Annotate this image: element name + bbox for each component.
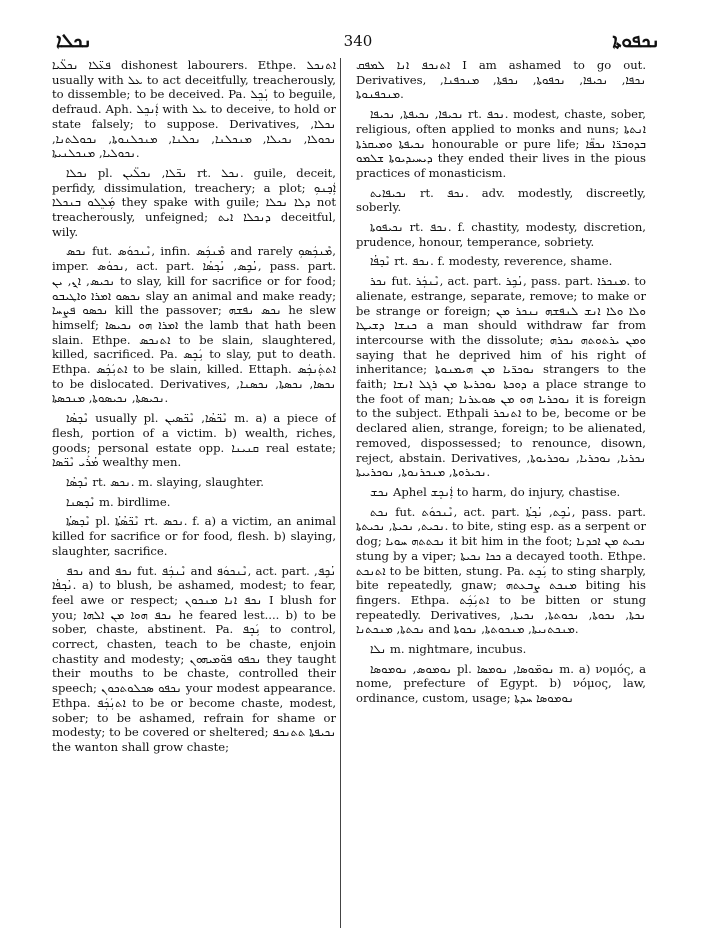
entry: ܢܟܬ fut. ܢܶܢܟܘܿܬ, act. part. ܢܳܟܹܬ, ܢܳܟ݂ܬܳܐ, pass. part. ܢܟܝܬ, ܢܟܝܬܐ, ܢܟܝܬܬܐ. to bite, sting esp. as a serpent or dog; ܢܟܬܬܗ ܚܘܝܐ it bit him in the foot; ܢܟܝܬ ܡܢ ܐܟܕܢܐ stung by a viper; ܟܟܐ ܢܟܝܬܐ a decayed tooth. Ethpe. ܐܬܢܟܬ to be bitten, stung. Pa. ܢܲܟܸܬ to sting sharply, bite repeatedly, gnaw; ܡܢܟܬ ܨܒܥܬܗ biting his fingers. Ethpa. ܐܬܢܲܟܲܬ to be bitten or stung repeatedly. Derivatives, ܢܟܬܐ, ܢܟܘܬܐ, ܢܟܘܬܬܐ, ܢܟܝܬܐ, ܢܟܬܬܐ, ܡܢܟܬܢܐ and ܡܢܟܬܢܝܬܐ, ܡܢܟܘܬܬܐ, ܢܟܘܬܐ. <box>356 504 646 637</box>
left-running-headword: ܢܟܠܐ <box>56 30 92 52</box>
entry: ܢܟܫ Aphel ܐܲܢܟܸܫ to harm, do injury, chastise. <box>370 484 621 499</box>
right-running-headword: ܢܟܦܘܬܐ <box>612 30 660 52</box>
entry: ܢܶܟ̣ܣܳܐ rt. ܢܟܣ. m. slaying, slaughter. <box>66 474 264 489</box>
page-number: 340 <box>343 32 373 50</box>
entry: ܢܟܝܦܘܬܐ rt. ܢܟܦ. f. chastity, modesty, discretion, prudence, honour, temperance, sobriety. <box>356 220 646 249</box>
entry: ܢܟܠܐ pl. ܢܟ̈ܠܐ, ܢܟܠ̈ܝܢ rt. ܢܟܠ. guile, deceit, perfidy, dissimulation, treachery; a plot; ܐܲܟ̣ܢܘܼ ܡܲܠܸܠܘ ܒܢܟܠܐ they spake with guile; ܕܠܐ ܢܟܠܐ not treacherously, unfeigned; ܕܢܟܠܐ ܐܝܬ deceitful, wily. <box>52 165 336 239</box>
entry: ܢܶܟ̣ܣܢܐ m. birdlime. <box>66 494 171 509</box>
entry: ܢܶܟ̣ܣܬܳܐ pl. ܢܶܟ̈ܣܳܬܳܐ rt. ܢܟܣ. f. a) a victim, an animal killed for sacrifice or for food, flesh. b) slaying, slaughter, sacrifice. <box>52 514 336 558</box>
entry: ܢܟܝܦܐ, ܢܟܝܦܬܐ, ܢܟܝܦܐ rt. ܢܟܦ. modest, chaste, sober, religious, often applied to monks and nuns; ܐܢܬܬܐ ܢܟܝܦܬܐ ܘܡܝܩܪܬܐ honourable or pure life; ܒܕܘܒܪ̈ܐ ܢܟܦ̈ܐ ܕܝܚܝܕܝܘܬܐ ܫܠܡܘ they ended their lives in the pious practices of monasticism. <box>356 107 646 180</box>
column-divider <box>340 58 341 928</box>
entry: ܦܥ̈ܠܐ ܢܟܠ̈ܝܐ dishonest labourers. Ethpe. ܐܬܢܟܠ usually with ܥܠ to act deceitfully, treacherously, to dissemble; to be deceived. Pa. ܢܲܟܸܠ to beguile, defraud. Aph. ܐܲܢܟܸܠ with ܥܠ to deceive, to hold or state falsely; to suppose. Derivatives, ܢܟܠܐ, ܢܟܘܠܐ, ܢܟܝܠܐ, ܡܢܟܠܢܐ, ܢܟܠܢܐ, ܡܢܟܠܢܘܬܐ, ܢܟܘܠܬܢܐ, ܢܟܘܠܝܐ, ܡܢܟܠܢܝܬܐ. <box>52 58 336 161</box>
right-column <box>356 58 646 936</box>
entry: ܢܠܐ m. nightmare, incubus. <box>370 642 527 657</box>
entry: ܢܶܟ̣ܣܳܐ usually pl. ܢܶܟ̈ܣܳܐ, ܢܶܟ̈ܣܝܢ m. a) a piece of flesh, portion of a victim. b) wealth, riches, goods; personal estate opp. ܩܢܝܢܐ real estate; ܡܳܪܰܝ ܢܶܟ̈ܣܐ wealthy men. <box>52 411 336 470</box>
entry: ܢܟܪ fut. ܢܶܢܟܲܪ, act. part. ܢܳܟܹܪ, pass. part. ܡܢܟܪܐ. to alienate, estrange, separate, remove; to make or be strange or foreign; ܘܠܐ ܘܠܐ ܐܢܫ ܠܢܦܫܗ ܢܢܟܪ ܡܢ ܟܢܫܐ ܕܫܝܛܐ a man should withdraw far from intercourse with the dissolute; ܘܡܢ ܝܪܬܘܬܗ ܢܟܪܗ saying that he deprived him of his right of inheritance; ܢܘܟܪ̈ܝܐ ܡܢ ܗܝܡܢܘܬܐ strangers to the faith; ܕܘܟܬܐ ܢܘܟܪܝܬܐ ܡܢ ܪܓܠ ܐܢܫܐ a place strange to the foot of man; ܢܘܟܪܝܐ ܗܘ ܡܢ ܣܘܥܪܢܐ it is foreign to the subject. Ethpali ܐܬܢܟܪ to be, become or be declared alien, strange, foreign; to be alienated, removed, dispossessed; to renounce, disown, reject, abstain. Derivatives, ܢܟܪܝܐ, ܢܘܟܪܝܐ, ܢܘܟܪܝܘܬܐ, ܢܟܝܪܘܬܐ, ܡܢܟܪܢܘܬܐ, ܢܘܟܪܝܝܬܐ. <box>356 274 646 480</box>
entry: ܢܟܝܦܐܝܬ rt. ܢܟܦ. adv. modestly, discreetly, soberly. <box>356 185 646 215</box>
entry: ܢܶܟ̣ܦܳܐ rt. ܢܟܦ. f. modesty, reverence, shame. <box>370 254 613 269</box>
entry: ܢܘܡܘܣ, ܢܘܡܘܣܐ pl. ܢܘܡ̈ܘܣܐ, ܢܘܡܣܐ m. a) νομός, a nome, prefecture of Egypt. b) νόμος, law, ordinance, custom, usage; ܢܘܡܘܣܐ ܚܕܬܐ <box>356 661 646 706</box>
entry: ܢܟܣ fut. ܢܶܢܟܘܿܣ, infin. ܡܶܢܟܲܣ and rarely ܡܶܢܟܲܣܘܼ, imper. ܢܟܘܿܣ, act. part. ܢܳܟܹܣ, ܢܳܟ݂ܣܳܐ, pass. part. ܢܟܝܣ, ܐ̱ܢ, ܝܢ to slay, kill for sacrifice or for food; ܢܟܣܘ ܐܡܪܐ ܘܐܛܝܒܘ slay an animal and make ready; ܢܟܣܘ ܦܨܚܐ kill the passover; ܢܟܣ ܢܦܫܗ he slew himself; ܐܡܪܐ ܗܘ ܢܟܝܣܐ the lamb that hath been slain. Ethpe. ܐܬܢܟܣ to be slain, slaughtered, killed, sacrificed. Pa. ܢܲܟܸܣ to slay, put to death. Ethpa. ܐܬܢܲܟܲܣ to be slain, killed. Ettaph. ܐܬܬܲܢܟܲܣ to be dislocated. Derivatives, ܢܟܣܐ, ܢܟܣܬܐ, ܢܟܣܢܐ, ܢܟܝܣܬܐ, ܢܟܝܣܘܬܐ, ܡܢܟܣܬܐ. <box>52 244 336 406</box>
page-header <box>50 30 666 52</box>
entry: ܐܬܢܟܦ ܐܢܐ ܠܡܦܩ I am ashamed to go out. Derivatives, ܢܟܦܐ, ܢܟܝܦܐ, ܢܟܦܘܬܐ, ܢܟܦܬܐ, ܡܢܟܦܢܐ, ܡܢܟܦܢܘܬܐ. <box>356 58 646 102</box>
entry: ܢܟܦ and ܢܟܦ fut. ܢܶܢܟܲܦ and ܢܶܢܟܘܿܦ, act. part. ܢܳܟܹܦ, ܢܳܟ݂ܦܳܐ. a) to blush, be ashamed, modest; to fear, feel awe or respect; ܢܟܦ ܐܢܐ ܡܢܟܘܢ I blush for you; ܢܟܦ ܗܘܐ ܡܢ ܐܠܗܐ he feared lest.... b) to be sober, chaste, abstinent. Pa. ܢܲܟܸܦ to control, correct, chasten, teach to be chaste, enjoin chastity and modesty; ܢܟܦܘ ܦܘ̈ܡܝܗܘܢ they taught their mouths to be chaste, controlled their speech; ܢܟܦܘ ܣܟܠܘܬܟܘܢ your modest appearance. Ethpa. ܐܬܢܲܟܲܦ to be or become chaste, modest, sober; to be ashamed, refrain for shame or modesty; to be covered or sheltered; ܢܟܝܦܬܐ ܬܬܢܟܦ the wanton shall grow chaste; <box>52 563 336 754</box>
left-column <box>52 58 336 936</box>
